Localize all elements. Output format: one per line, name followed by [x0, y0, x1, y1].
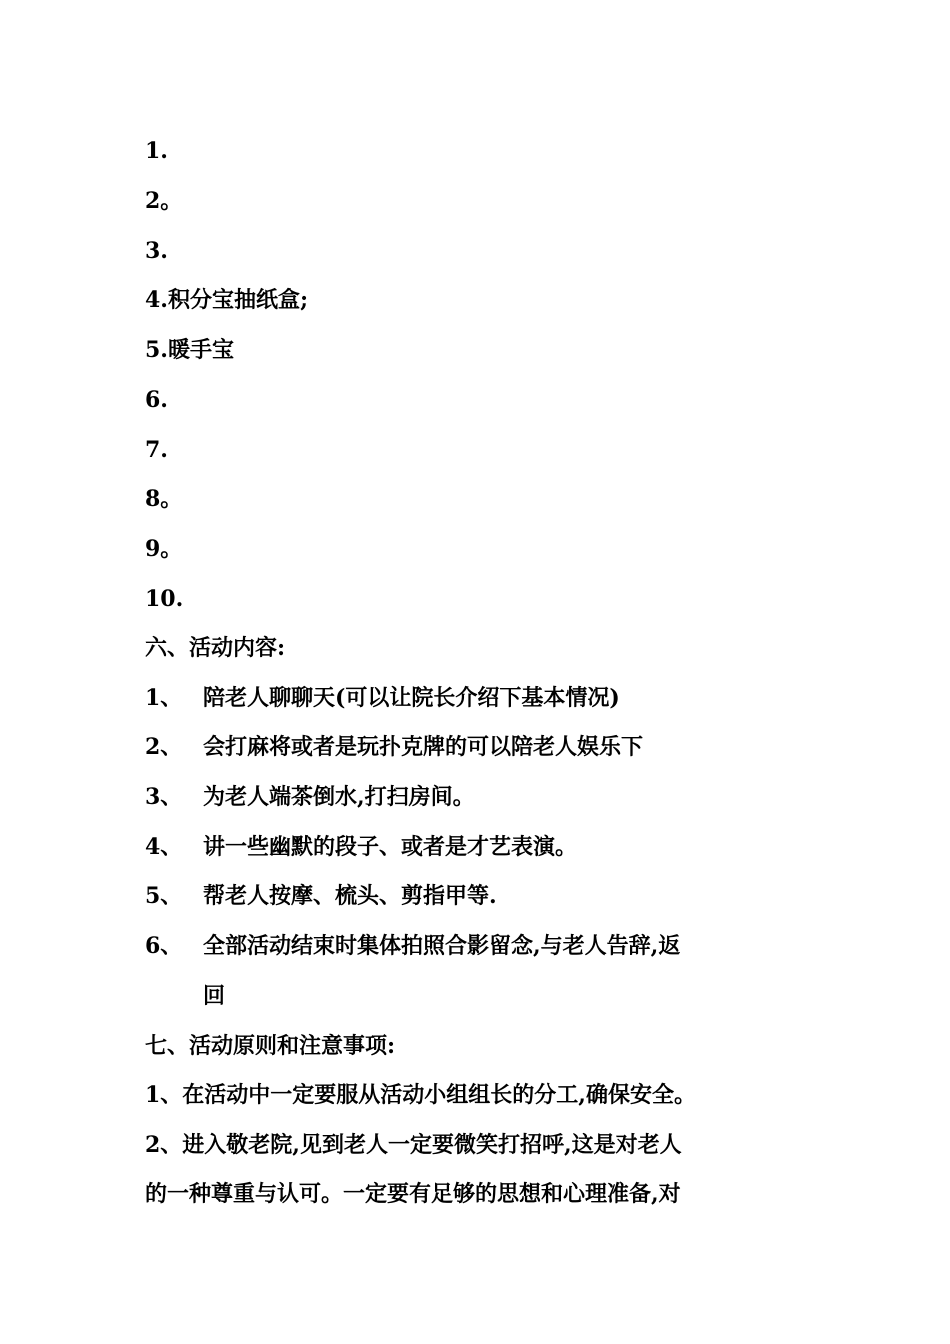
item-index: 3.: [145, 238, 168, 264]
paragraph-line: 2、进入敬老院,见到老人一定要微笑打招呼,这是对老人: [145, 1132, 682, 1158]
material-item: [145, 335, 234, 365]
item-index: 6、: [145, 933, 183, 959]
material-item: [145, 186, 182, 216]
material-item: [145, 534, 182, 564]
item-index: 5.: [145, 337, 168, 363]
item-index: 10.: [145, 586, 184, 612]
activity-item: [145, 782, 475, 812]
item-index: 6.: [145, 387, 168, 413]
item-text: 帮老人按摩、梳头、剪指甲等.: [203, 883, 497, 909]
item-text: 积分宝抽纸盒;: [167, 287, 309, 313]
section-heading: 七、活动原则和注意事项:: [145, 1033, 396, 1059]
activity-item: [145, 683, 620, 713]
item-index: 7.: [145, 437, 168, 463]
paragraph-line: 1、在活动中一定要服从活动小组组长的分工,确保安全。: [145, 1082, 696, 1108]
item-index: 4、: [145, 834, 183, 860]
activity-item: [145, 832, 577, 862]
material-item: [145, 385, 168, 415]
material-item: [145, 236, 168, 266]
section-heading: 六、活动内容:: [145, 635, 286, 661]
material-item: [145, 435, 168, 465]
activity-item: [145, 931, 680, 961]
activity-item: [145, 732, 643, 762]
material-item: [145, 584, 183, 614]
item-index: 3、: [145, 784, 183, 810]
item-text: 全部活动结束时集体拍照合影留念,与老人告辞,返: [203, 933, 681, 959]
item-text: 暖手宝: [167, 337, 234, 363]
material-item: [145, 484, 182, 514]
item-index: 1、: [145, 685, 183, 711]
activity-item-continuation: 回: [203, 983, 226, 1009]
item-index: 9。: [145, 536, 183, 562]
item-index: 4.: [145, 287, 168, 313]
item-index: 5、: [145, 883, 183, 909]
item-index: 8。: [145, 486, 183, 512]
paragraph-line: 的一种尊重与认可。一定要有足够的思想和心理准备,对: [145, 1181, 681, 1207]
item-index: 1.: [145, 138, 168, 164]
item-text: 讲一些幽默的段子、或者是才艺表演。: [203, 834, 578, 860]
item-index: 2。: [145, 188, 183, 214]
item-text: 会打麻将或者是玩扑克牌的可以陪老人娱乐下: [203, 734, 644, 760]
material-item: [145, 285, 308, 315]
item-text: 为老人端茶倒水,打扫房间。: [203, 784, 475, 810]
material-item: [145, 136, 168, 166]
activity-item: [145, 881, 497, 911]
item-index: 2、: [145, 734, 183, 760]
item-text: 陪老人聊聊天(可以让院长介绍下基本情况): [203, 685, 620, 711]
